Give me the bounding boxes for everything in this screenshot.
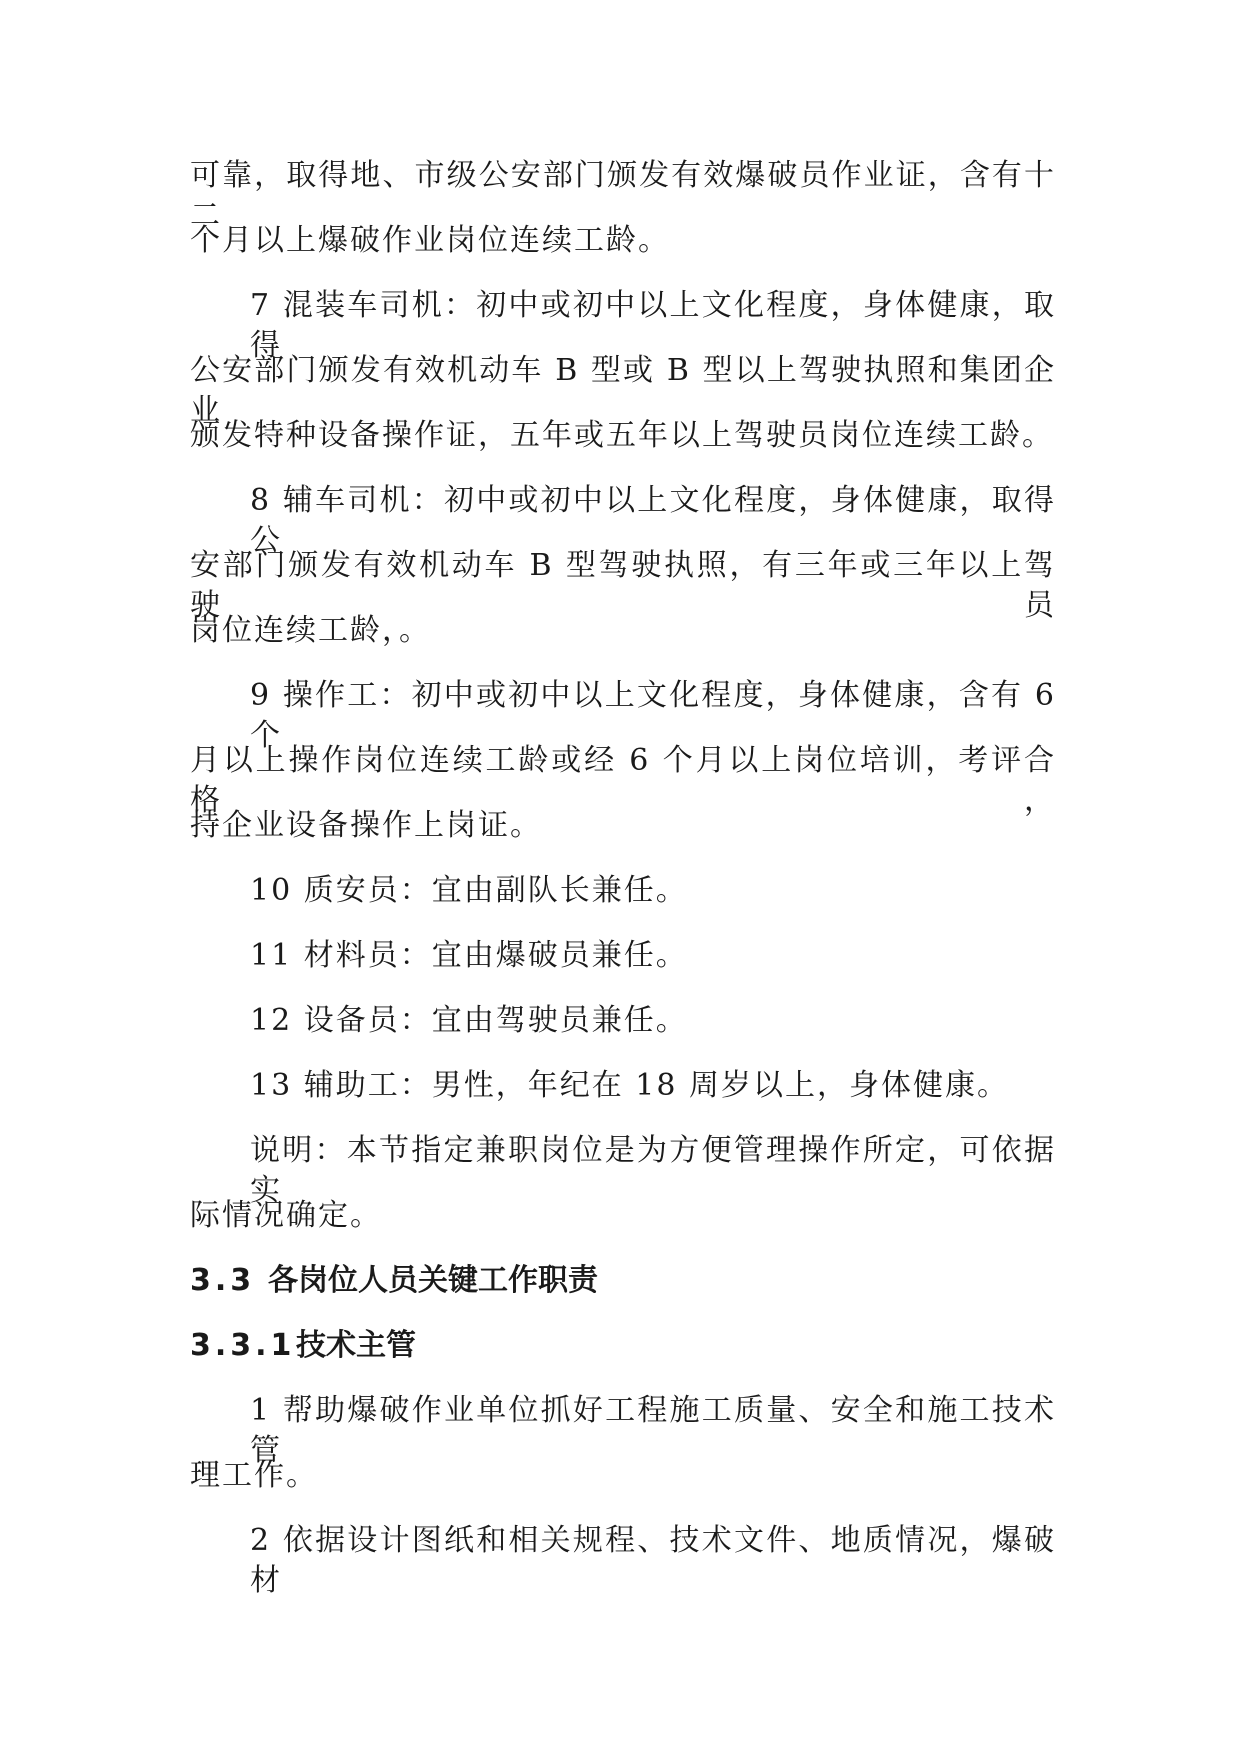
document-page: [190, 156, 1056, 1598]
section-heading-3-3: [190, 1261, 1056, 1301]
paragraph-line: 11 材料员：宜由爆破员兼任。: [250, 938, 688, 973]
section-heading-3-3-1: [190, 1326, 1056, 1366]
paragraph-line: 际情况确定。: [190, 1198, 382, 1233]
paragraph-line: 8 辅车司机：初中或初中以上文化程度，身体健康，取得公: [250, 483, 1056, 558]
paragraph-line: 公安部门颁发有效机动车 B 型或 B 型以上驾驶执照和集团企业: [190, 353, 1056, 428]
section-number: 3.3.1: [190, 1328, 296, 1363]
paragraph-line: 持企业设备操作上岗证。: [190, 808, 542, 843]
paragraph-line: 理工作。: [190, 1458, 318, 1493]
paragraph-line: 1 帮助爆破作业单位抓好工程施工质量、安全和施工技术管: [250, 1393, 1056, 1468]
paragraph-line: 安部门颁发有效机动车 B 型驾驶执照，有三年或三年以上驾驶员: [190, 548, 1056, 623]
paragraph-line: 可靠，取得地、市级公安部门颁发有效爆破员作业证，含有十二: [190, 158, 1056, 233]
paragraph-line: 月以上操作岗位连续工龄或经 6 个月以上岗位培训，考评合格，: [190, 743, 1056, 818]
paragraph-line: 12 设备员：宜由驾驶员兼任。: [250, 1003, 688, 1038]
section-number: 3.3: [190, 1263, 256, 1298]
paragraph-line: 10 质安员：宜由副队长兼任。: [250, 873, 688, 908]
paragraph-line: 说明：本节指定兼职岗位是为方便管理操作所定，可依据实: [250, 1133, 1056, 1208]
paragraph-line: 颁发特种设备操作证，五年或五年以上驾驶员岗位连续工龄。: [190, 418, 1054, 453]
paragraph-line: 2 依据设计图纸和相关规程、技术文件、地质情况，爆破材: [250, 1523, 1056, 1598]
section-title: 技术主管: [296, 1328, 416, 1363]
paragraph-line: 个月以上爆破作业岗位连续工龄。: [190, 223, 670, 258]
paragraph-line: 9 操作工：初中或初中以上文化程度，身体健康，含有 6 个: [250, 678, 1056, 753]
paragraph-line: 岗位连续工龄，。: [190, 613, 431, 648]
paragraph-line: 13 辅助工：男性，年纪在 18 周岁以上，身体健康。: [250, 1068, 1009, 1103]
section-title: 各岗位人员关键工作职责: [268, 1263, 598, 1298]
paragraph-line: 7 混装车司机：初中或初中以上文化程度，身体健康，取得: [250, 288, 1056, 363]
